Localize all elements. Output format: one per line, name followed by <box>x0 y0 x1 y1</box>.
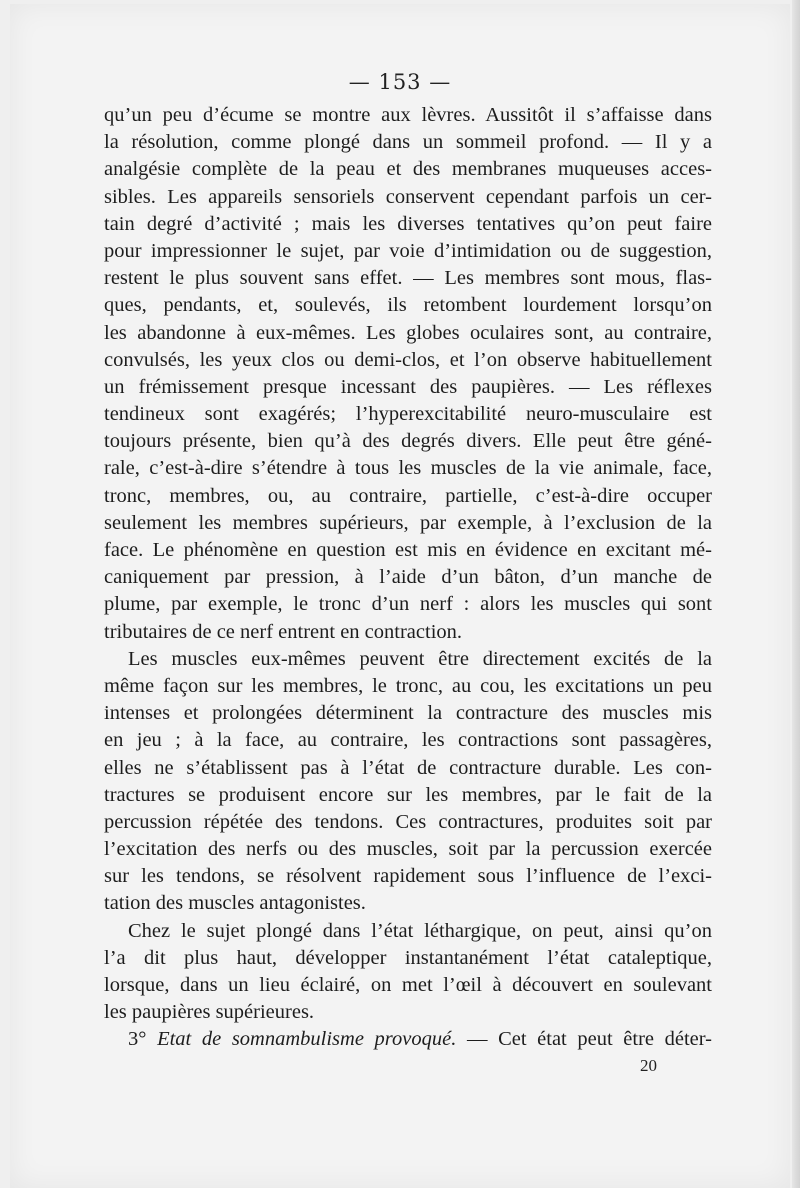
text-line: un frémissement presque incessant des paupières. — Les réflexes <box>104 375 712 398</box>
text-line: les abandonne à eux-mêmes. Les globes oculaires sont, au contraire, <box>104 321 712 344</box>
text-line: analgésie complète de la peau et des membranes muqueuses acces- <box>104 158 712 181</box>
text-line: convulsés, les yeux clos ou demi-clos, et l’on observe habituellement <box>104 348 712 371</box>
text-line: en jeu ; à la face, au contraire, les contractions sont passagères, <box>104 729 712 752</box>
text-line: pour impressionner le sujet, par voie d’intimidation ou de suggestion, <box>104 239 712 262</box>
section-text: — Cet état peut être déter- <box>456 1028 712 1051</box>
text-line: tain degré d’activité ; mais les diverses tentatives qu’on peut faire <box>104 212 712 235</box>
text-line: même façon sur les membres, le tronc, au cou, les excitations un peu <box>104 674 712 697</box>
text-line: les paupières supérieures. <box>104 1001 315 1024</box>
text-line: ques, pendants, et, soulevés, ils retombent lourdement lorsqu’on <box>104 294 712 317</box>
text-line: percussion répétée des tendons. Ces contractures, produites soit par <box>104 810 712 833</box>
page-edge <box>792 0 800 1188</box>
text-line: face. Le phénomène en question est mis en évidence en excitant mé- <box>104 539 712 561</box>
text-line: rale, c’est-à-dire s’étendre à tous les muscles de la vie animale, face, <box>104 457 712 480</box>
section-heading-line <box>104 1026 712 1053</box>
text-line: toujours présente, bien qu’à des degrés divers. Elle peut être géné- <box>104 430 712 453</box>
signature-folio: 20 <box>640 1056 657 1075</box>
paragraph-3 <box>104 918 712 1027</box>
page-number-header: — 153 — <box>348 70 452 94</box>
text-line: tation des muscles antagonistes. <box>104 892 366 915</box>
text-line: la résolution, comme plongé dans un sommeil profond. — Il y a <box>104 131 712 154</box>
paragraph-1 <box>104 102 712 646</box>
text-line: sur les tendons, se résolvent rapidement sous l’influence de l’exci- <box>104 865 712 888</box>
text-line: tronc, membres, ou, au contraire, partielle, c’est-à-dire occuper <box>104 484 712 507</box>
text-line: Les muscles eux-mêmes peuvent être directement excités de la <box>128 647 712 670</box>
text-line: restent le plus souvent sans effet. — Les membres sont mous, flas- <box>104 267 712 290</box>
text-line: tributaires de ce nerf entrent en contraction. <box>104 620 463 643</box>
section-title: Etat de somnambulisme provoqué. <box>157 1028 457 1051</box>
text-line: l’a dit plus haut, développer instantanément l’état cataleptique, <box>104 946 712 969</box>
text-line: l’excitation des nerfs ou des muscles, soit par la percussion exercée <box>104 838 712 861</box>
text-line: caniquement par pression, à l’aide d’un bâton, d’un manche de <box>104 566 712 589</box>
text-line: elles ne s’établissent pas à l’état de contracture durable. Les con- <box>104 756 712 779</box>
text-line: seulement les membres supérieurs, par exemple, à l’exclusion de la <box>104 511 712 534</box>
text-line: sibles. Les appareils sensoriels conservent cependant parfois un cer- <box>104 185 712 208</box>
text-line: plume, par exemple, le tronc d’un nerf : alors les muscles qui sont <box>104 593 712 616</box>
text-line: intenses et prolongées déterminent la contracture des muscles mis <box>104 702 712 725</box>
text-line: qu’un peu d’écume se montre aux lèvres. Aussitôt il s’affaisse dans <box>104 104 712 126</box>
text-line: tractures se produisent encore sur les membres, par le fait de la <box>104 783 712 806</box>
text-line: Chez le sujet plongé dans l’état léthargique, on peut, ainsi qu’on <box>128 919 712 942</box>
body-text <box>104 102 712 1054</box>
paragraph-2 <box>104 646 712 918</box>
section-number: 3° <box>128 1028 147 1051</box>
text-line: lorsque, dans un lieu éclairé, on met l’œil à découvert en soulevant <box>104 974 712 996</box>
text-line: tendineux sont exagérés; l’hyperexcitabilité neuro-musculaire est <box>104 403 712 426</box>
